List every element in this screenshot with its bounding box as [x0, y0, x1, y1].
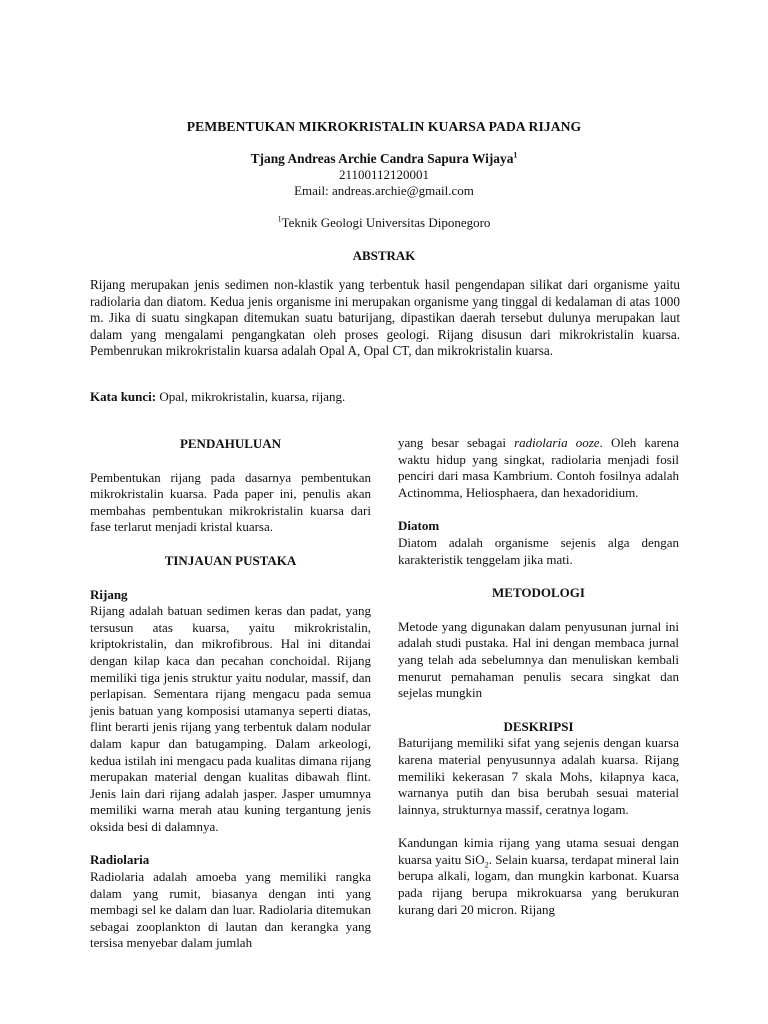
left-column	[90, 436, 371, 952]
keywords-label: Kata kunci:	[90, 389, 157, 404]
author-name-text: Tjang Andreas Archie Candra Sapura Wijaya	[250, 151, 514, 166]
affiliation-superscript: 1	[277, 214, 282, 224]
radiolaria-ooze-term: radiolaria ooze	[514, 435, 600, 450]
rijang-subheading: Rijang	[90, 586, 128, 602]
chemistry-subscript: 2	[484, 860, 489, 870]
keywords-text: Opal, mikrokristalin, kuarsa, rijang.	[156, 389, 346, 404]
affiliation	[0, 215, 768, 232]
chemistry-part-a: Kandungan kimia rijang yang utama sesuai dengan kuarsa yaitu SiO	[398, 835, 679, 867]
student-id: 21100112120001	[338, 167, 430, 182]
description-heading: DESKRIPSI	[503, 718, 574, 734]
chemistry-part-b: . Selain kuarsa, terdapat mineral lain berupa alkali, logam, dan mungkin karbonat. Kuarsa pada rijang berupa mikrokuarsa yang berukuran kurang dari 20 micron. Rijang	[398, 851, 679, 917]
radiolaria-cont-part-a: yang besar sebagai	[398, 435, 515, 450]
diatom-text: Diatom adalah organisme sejenis alga dengan karakteristik tenggelam jika mati.	[398, 534, 679, 567]
author-email: Email: andreas.archie@gmail.com	[294, 183, 474, 198]
abstract-text: Rijang merupakan jenis sedimen non-klastik yang terbentuk hasil pengendapan silikat dari organisme yaitu radiolaria dan diatom. Kedua jenis organisme ini merupakan organisme yang tinggal di kedalaman di atas 1000 m. Jika di suatu singkapan ditemukan suatu baturijang, dipastikan daerah tersebut dulunya merupakan laut dalam yang mengalami pengangkatan oleh proses geologi. Rijang disusun dari mikrokristalin kuarsa. Pembenrukan mikrokristalin kuarsa adalah Opal A, Opal CT, dan mikrokristalin kuarsa.	[90, 277, 680, 359]
diatom-subheading: Diatom	[398, 518, 440, 534]
radiolaria-cont-part-b: . Oleh karena waktu hidup yang singkat, radiolaria menjadi fosil penciri dari masa Kambrium. Contoh fosilnya adalah Actinomma, Heliosphaera, dan hexadoridium.	[398, 435, 679, 500]
methodology-text: Metode yang digunakan dalam penyusunan jurnal ini adalah studi pustaka. Hal ini dengan membaca jurnal yang telah ada sebelumnya dan menuliskan kembali menurut pemahaman penulis secara singkat dan sejelas mungkin	[398, 618, 679, 701]
methodology-heading: METODOLOGI	[492, 585, 585, 601]
author-name	[0, 151, 768, 168]
chemistry-text	[398, 835, 679, 918]
radiolaria-continued-text	[398, 435, 679, 501]
paper-title: PEMBENTUKAN MIKROKRISTALIN KUARSA PADA RIJANG	[186, 119, 582, 134]
affiliation-text: Teknik Geologi Universitas Diponegoro	[281, 215, 491, 230]
description-text: Baturijang memiliki sifat yang sejenis dengan kuarsa karena material penyusunnya adalah kuarsa. Rijang memiliki kekerasan 7 skala Mohs, kilapnya kaca, warnanya putih dan bisa berubah sesuai material lainnya, strukturnya massif, ceratnya logam.	[398, 735, 679, 817]
radiolaria-text: Radiolaria adalah amoeba yang memiliki rangka dalam yang rumit, biasanya dengan inti yang membagi sel ke dalam dan luar. Radiolaria ditemukan sebagai zooplankton di lautan dan kerangka yang tersisa menyebar dalam jumlah	[90, 869, 371, 951]
literature-review-heading: TINJAUAN PUSTAKA	[164, 552, 297, 568]
introduction-text: Pembentukan rijang pada dasarnya pembentukan mikrokristalin kuarsa. Pada paper ini, penulis akan membahas pembentukan mikrokristalin kuarsa dari fase terlarut menjadi kristal kuarsa.	[90, 469, 371, 535]
keywords	[90, 389, 680, 406]
right-column	[398, 435, 679, 918]
abstract-heading: ABSTRAK	[352, 248, 416, 263]
author-superscript: 1	[513, 150, 518, 160]
radiolaria-subheading: Radiolaria	[90, 852, 150, 868]
introduction-heading: PENDAHULUAN	[179, 436, 282, 451]
rijang-text: Rijang adalah batuan sedimen keras dan padat, yang tersusun atas kuarsa, yaitu mikrokristalin, kriptokristalin, dan mikrofibrous. Hal ini ditandai dengan kilap kaca dan pecahan conchoidal. Rijang memiliki tiga jenis struktur yaitu nodular, massif, dan perlapisan. Sementara rijang mengacu pada semua jenis batuan yang komposisi utamanya seperti diatas, flint berarti jenis rijang yang terbentuk dalam nodular dalam kapur dan batugamping. Dalam arkeologi, kedua istilah ini mengacu pada kualitas dimana rijang merupakan material dengan kualitas dibawah flint. Jenis lain dari rijang adalah jasper. Jasper umumnya memiliki warna merah atau kuning tergantung jenis oksida besi di dalamnya.	[90, 603, 371, 834]
